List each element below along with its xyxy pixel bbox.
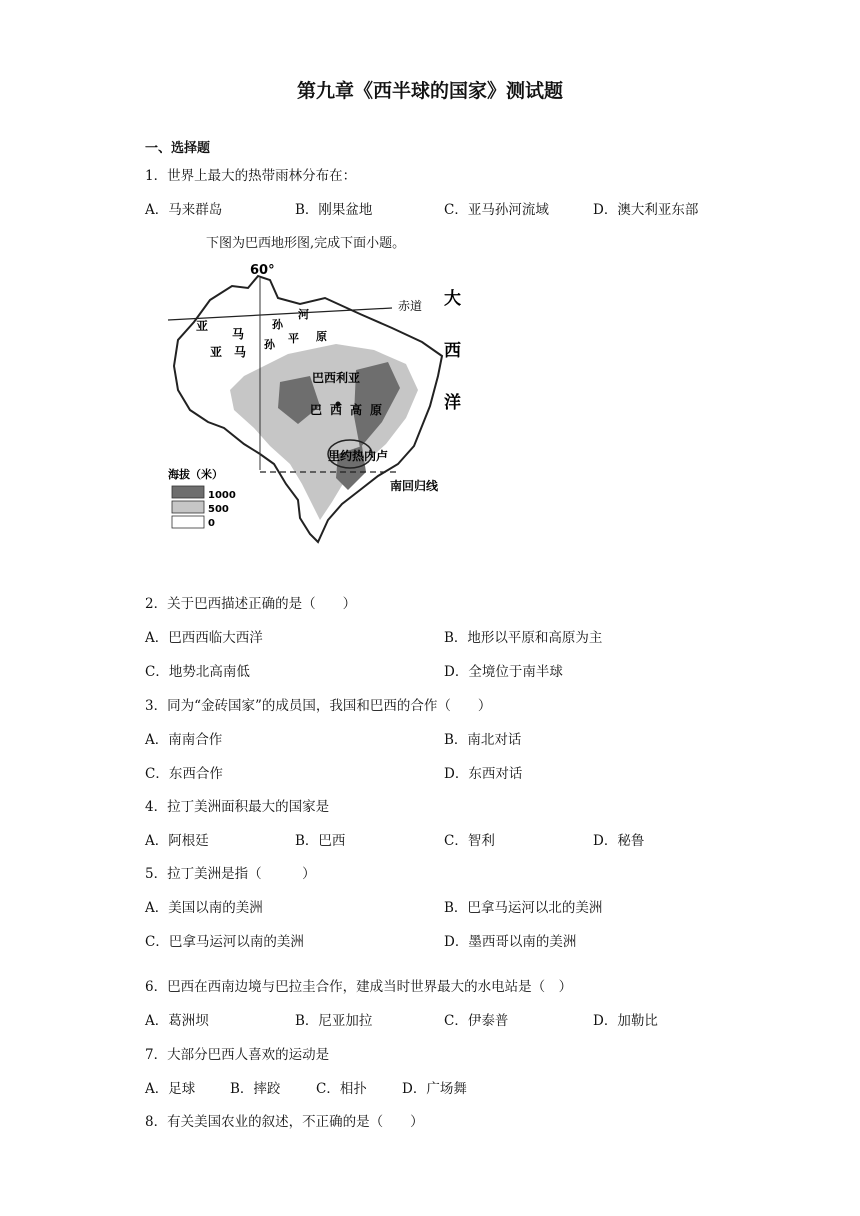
equator-label: 赤道 — [398, 299, 423, 313]
page-title: 第九章《西半球的国家》测试题 — [296, 80, 563, 102]
q4-option-c: C．智利 — [444, 833, 495, 849]
q6-option-a: A．葛洲坝 — [145, 1013, 209, 1029]
plateau-char-3: 高 — [350, 403, 363, 417]
plain-char-4: 平 — [288, 332, 299, 345]
question-2-stem: 2．关于巴西描述正确的是（ ） — [145, 596, 357, 612]
river-char-2: 马 — [232, 327, 245, 341]
legend-swatch-high — [172, 486, 204, 498]
q4-option-b: B．巴西 — [295, 833, 346, 849]
plain-char-1: 亚 — [210, 345, 223, 359]
q6-option-d: D．加勒比 — [593, 1013, 658, 1029]
q3-option-b: B．南北对话 — [444, 732, 522, 748]
ocean-label-1: 大 — [444, 289, 461, 309]
plateau-char-2: 西 — [330, 403, 343, 417]
tropic-label: 南回归线 — [390, 479, 439, 493]
question-7-stem: 7．大部分巴西人喜欢的运动是 — [145, 1047, 330, 1063]
ocean-label-3: 洋 — [444, 393, 461, 413]
legend-title: 海拔（米） — [168, 468, 223, 481]
q4-option-d: D．秘鲁 — [593, 833, 645, 849]
plain-char-3: 孙 — [264, 338, 275, 351]
q2-option-d: D．全境位于南半球 — [444, 664, 563, 680]
q5-option-d: D．墨西哥以南的美洲 — [444, 934, 577, 950]
q2-option-a: A．巴西西临大西洋 — [145, 630, 263, 646]
question-8-stem: 8．有关美国农业的叙述，不正确的是（ ） — [145, 1114, 424, 1130]
q7-option-d: D．广场舞 — [402, 1081, 467, 1097]
question-1-stem: 1．世界上最大的热带雨林分布在： — [145, 168, 357, 184]
rio-label: 里约热内卢 — [328, 449, 389, 463]
plain-char-2: 马 — [234, 345, 247, 359]
question-6-stem: 6．巴西在西南边境与巴拉圭合作，建成当时世界最大的水电站是（ ） — [145, 979, 573, 995]
q2-option-b: B．地形以平原和高原为主 — [444, 630, 603, 646]
section-heading: 一、选择题 — [145, 141, 211, 156]
q1-option-b: B．刚果盆地 — [295, 202, 373, 218]
q6-option-c: C．伊泰普 — [444, 1013, 509, 1029]
q1-option-a: A．马来群岛 — [145, 202, 223, 218]
question-5-stem: 5．拉丁美洲是指（ ） — [145, 866, 316, 882]
q3-option-d: D．东西对话 — [444, 766, 523, 782]
brazil-terrain-map — [160, 258, 480, 550]
plateau-char-4: 原 — [370, 403, 383, 417]
q2-option-c: C．地势北高南低 — [145, 664, 250, 680]
q5-option-a: A．美国以南的美洲 — [145, 900, 263, 916]
q4-option-a: A．阿根廷 — [145, 833, 209, 849]
q7-option-a: A．足球 — [145, 1081, 196, 1097]
question-3-stem: 3．同为“金砖国家”的成员国，我国和巴西的合作（ ） — [145, 698, 492, 714]
q7-option-b: B．摔跤 — [230, 1081, 281, 1097]
river-char-4: 河 — [298, 308, 309, 321]
q5-option-c: C．巴拿马运河以南的美洲 — [145, 934, 304, 950]
legend-value-1000: 1000 — [208, 490, 236, 501]
question-4-stem: 4．拉丁美洲面积最大的国家是 — [145, 799, 330, 815]
legend-swatch-low — [172, 516, 204, 528]
q1-option-d: D．澳大利亚东部 — [593, 202, 699, 218]
river-char-3: 孙 — [272, 318, 283, 331]
q6-option-b: B．尼亚加拉 — [295, 1013, 373, 1029]
plain-char-5: 原 — [316, 330, 327, 343]
legend-value-500: 500 — [208, 504, 229, 515]
legend-swatch-mid — [172, 501, 204, 513]
map-intro: 下图为巴西地形图,完成下面小题。 — [206, 236, 406, 251]
river-char-1: 亚 — [196, 319, 209, 333]
legend-value-0: 0 — [208, 518, 215, 529]
q7-option-c: C．相扑 — [316, 1081, 367, 1097]
plateau-char-1: 巴 — [310, 403, 323, 417]
longitude-label: 60° — [250, 263, 275, 278]
brasilia-label: 巴西利亚 — [312, 371, 361, 385]
ocean-label-2: 西 — [444, 341, 461, 361]
q1-option-c: C．亚马孙河流域 — [444, 202, 549, 218]
q5-option-b: B．巴拿马运河以北的美洲 — [444, 900, 603, 916]
q3-option-a: A．南南合作 — [145, 732, 223, 748]
q3-option-c: C．东西合作 — [145, 766, 223, 782]
